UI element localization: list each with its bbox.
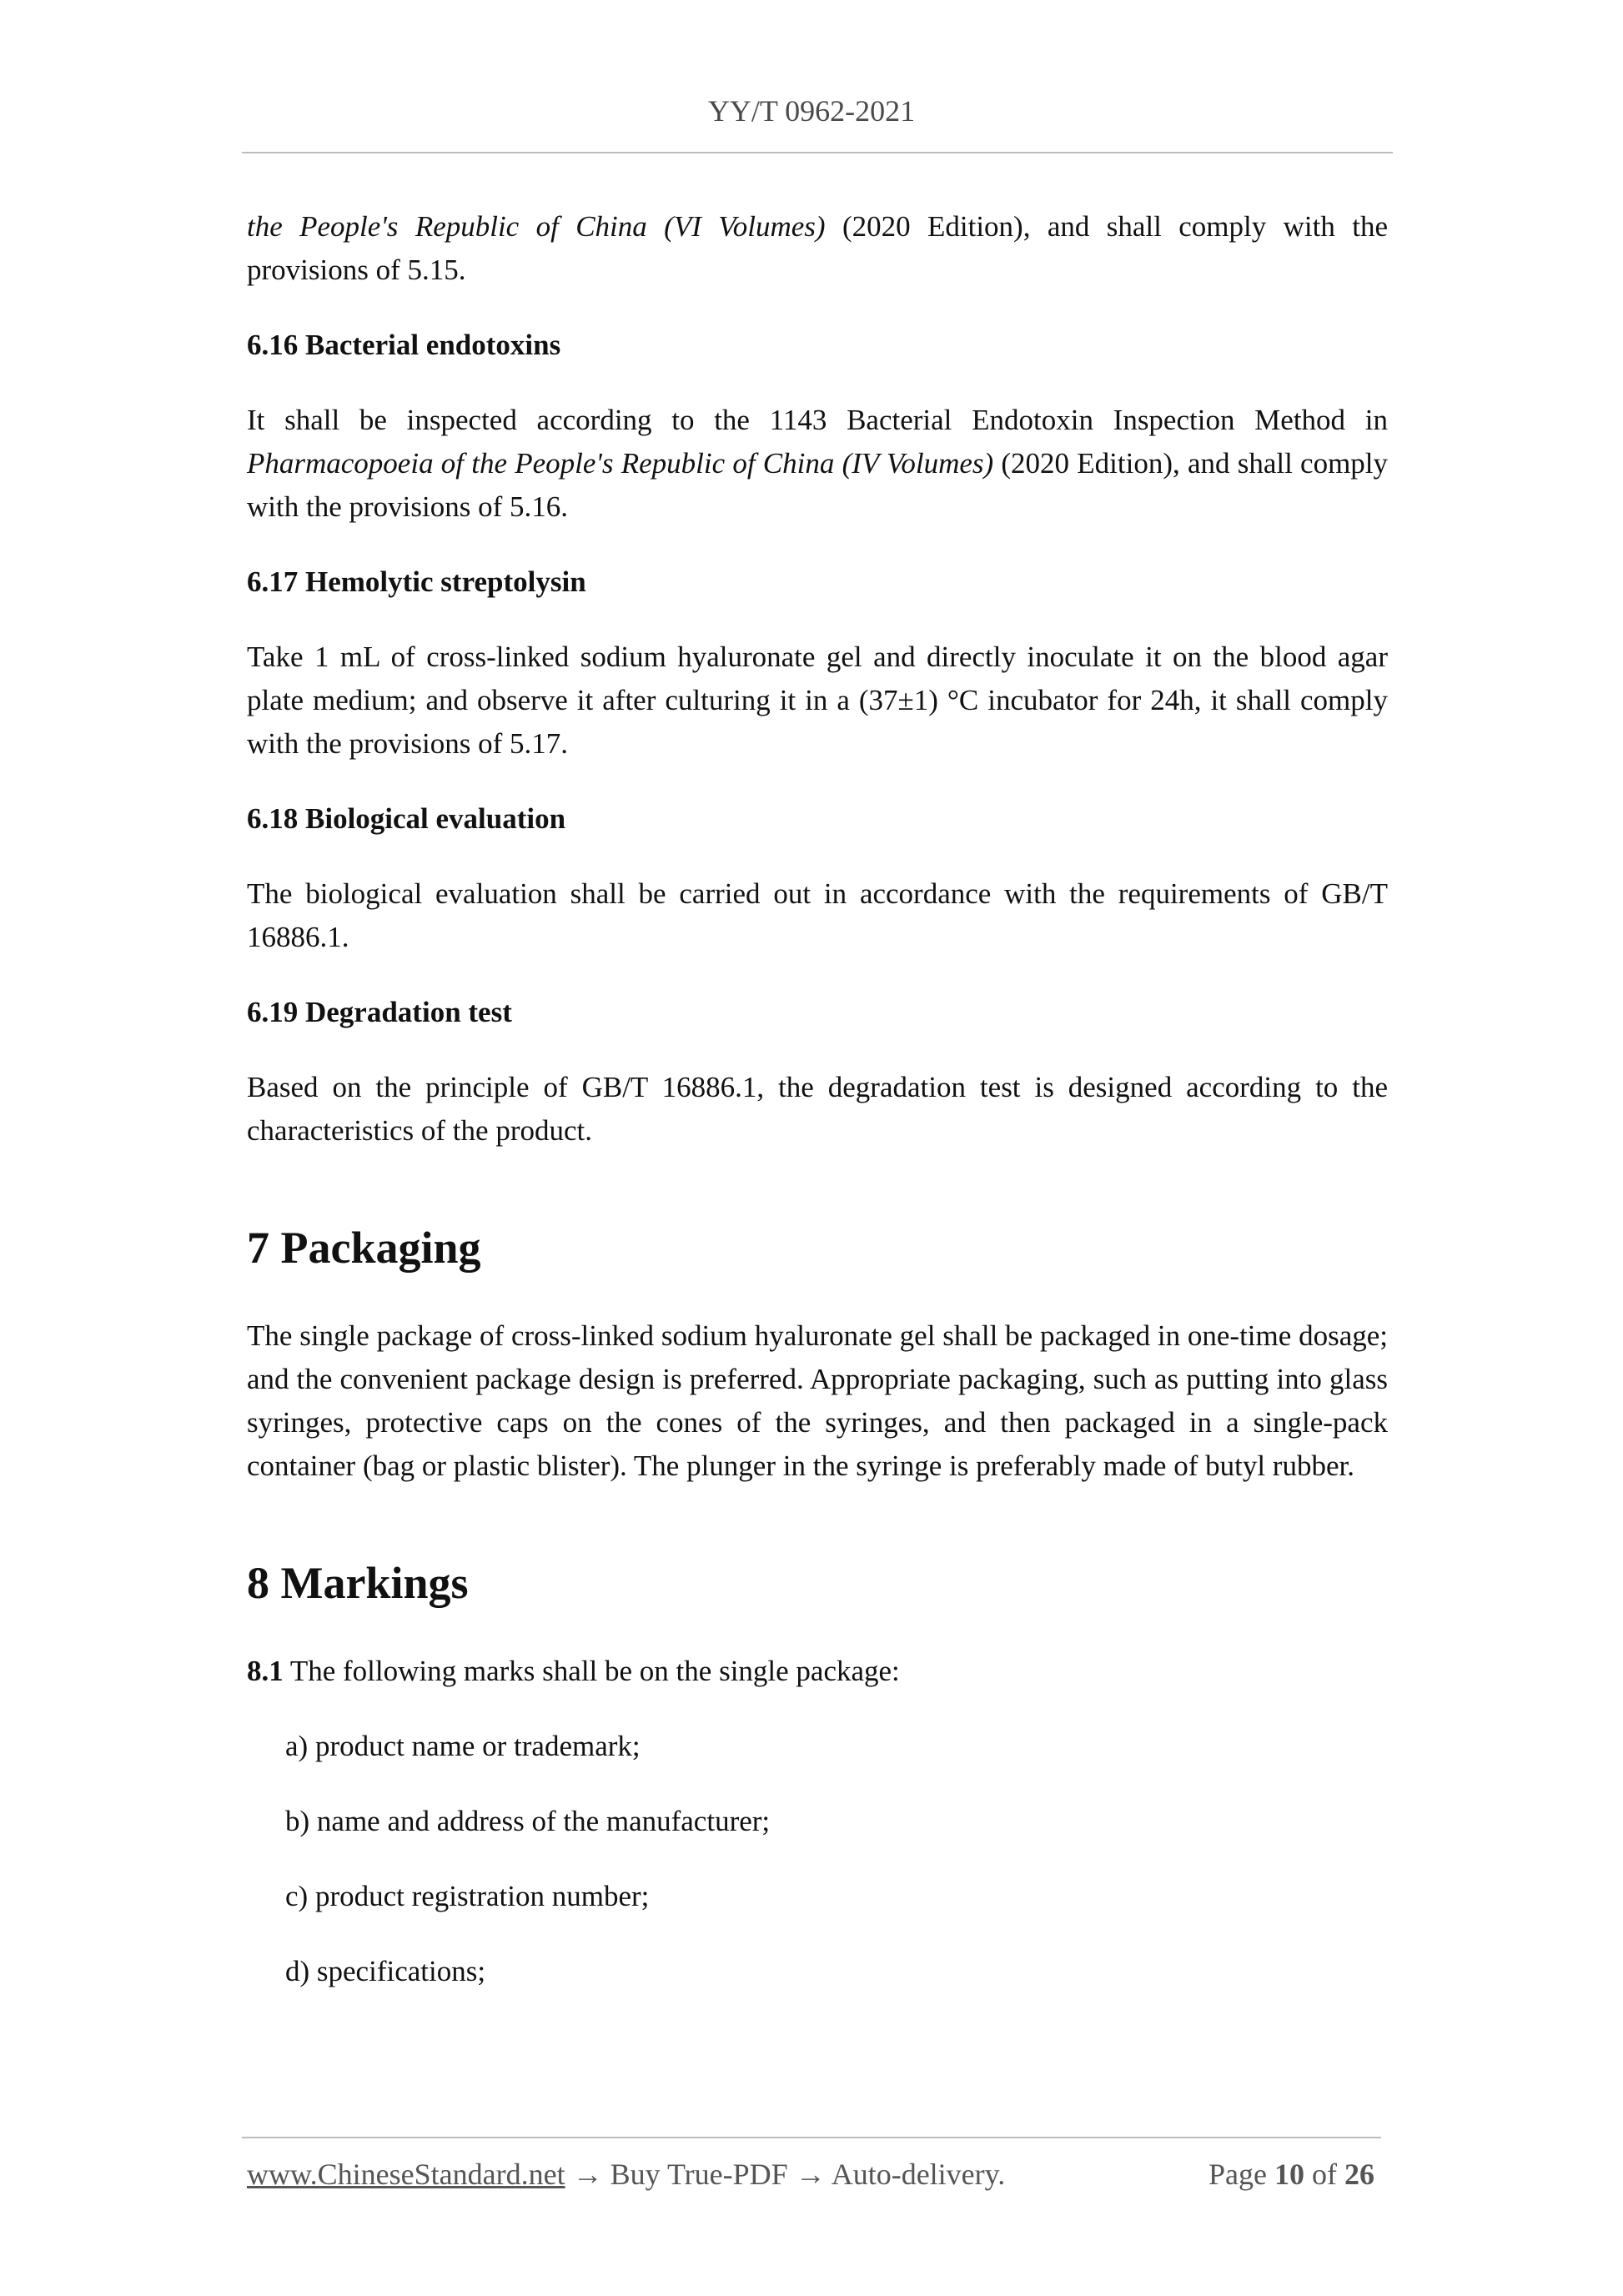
text-8-1: The following marks shall be on the single package:: [283, 1655, 900, 1687]
arrow-right-icon: →: [795, 2158, 826, 2191]
site-link[interactable]: www.ChineseStandard.net: [247, 2158, 565, 2191]
auto-delivery-text: Auto-delivery.: [831, 2158, 1006, 2191]
page-number: 10: [1274, 2158, 1304, 2191]
list-item: d) specifications;: [285, 1955, 486, 1987]
intro-rest: (2020 Edition), and shall comply with the provisions of 5.15.: [247, 210, 1388, 286]
of-label: of: [1312, 2158, 1337, 2191]
header-rule: [242, 152, 1393, 153]
chapter-heading-8: 8 Markings: [247, 1558, 469, 1608]
intro-paragraph: [247, 205, 1388, 292]
text-6-16-italic: Pharmacopoeia of the People's Republic of China (IV Volumes): [247, 447, 994, 480]
heading-6-16: 6.16 Bacterial endotoxins: [247, 329, 561, 361]
page-total: 26: [1344, 2158, 1374, 2191]
heading-6-19: 6.19 Degradation test: [247, 996, 512, 1028]
footer-rule: [242, 2137, 1381, 2138]
list-item: a) product name or trademark;: [285, 1730, 641, 1762]
page-indicator: [1208, 2157, 1374, 2192]
paragraph-6-18: The biological evaluation shall be carried out in accordance with the requirements of GB/T 16886.1.: [247, 877, 1388, 953]
text-6-16-a: It shall be inspected according to the 1143 Bacterial Endotoxin Inspection Method in: [247, 404, 1388, 436]
arrow-right-icon: →: [572, 2158, 603, 2191]
intro-italic: the People's Republic of China (VI Volumes): [247, 210, 826, 243]
buy-true-pdf-text: Buy True-PDF: [610, 2158, 788, 2191]
heading-6-18: 6.18 Biological evaluation: [247, 802, 566, 835]
heading-6-17: 6.17 Hemolytic streptolysin: [247, 565, 586, 598]
document-body: [247, 205, 1388, 1993]
page-footer: [247, 2157, 1381, 2192]
paragraph-7: The single package of cross-linked sodium hyaluronate gel shall be packaged in one-time dosage; and the convenient package design is preferred. Appropriate packaging, such as putting into glass syringes, protective caps on the cones of the syringes, and then packaged in a single-pack container (bag or plastic blister). The plunger in the syringe is preferably made of butyl rubber.: [247, 1319, 1388, 1482]
page-label: Page: [1208, 2158, 1267, 2191]
chapter-heading-7: 7 Packaging: [247, 1223, 481, 1273]
paragraph-6-17: Take 1 mL of cross-linked sodium hyaluronate gel and directly inoculate it on the blood agar plate medium; and observe it after culturing it in a (37±1) °C incubator for 24h, it shall comply with the provisions of 5.17.: [247, 641, 1388, 760]
paragraph-6-16: [247, 399, 1388, 529]
text-6-16-b: (2020 Edition), and shall comply with the provisions of 5.16.: [247, 447, 1389, 523]
list-item: c) product registration number;: [285, 1880, 650, 1912]
paragraph-6-19: Based on the principle of GB/T 16886.1, the degradation test is designed according to the characteristics of the product.: [247, 1071, 1388, 1147]
paragraph-8-1: [247, 1650, 1388, 1693]
clause-number-8-1: 8.1: [247, 1655, 284, 1687]
list-item: b) name and address of the manufacturer;: [285, 1805, 771, 1837]
document-code-header: YY/T 0962-2021: [707, 94, 916, 128]
